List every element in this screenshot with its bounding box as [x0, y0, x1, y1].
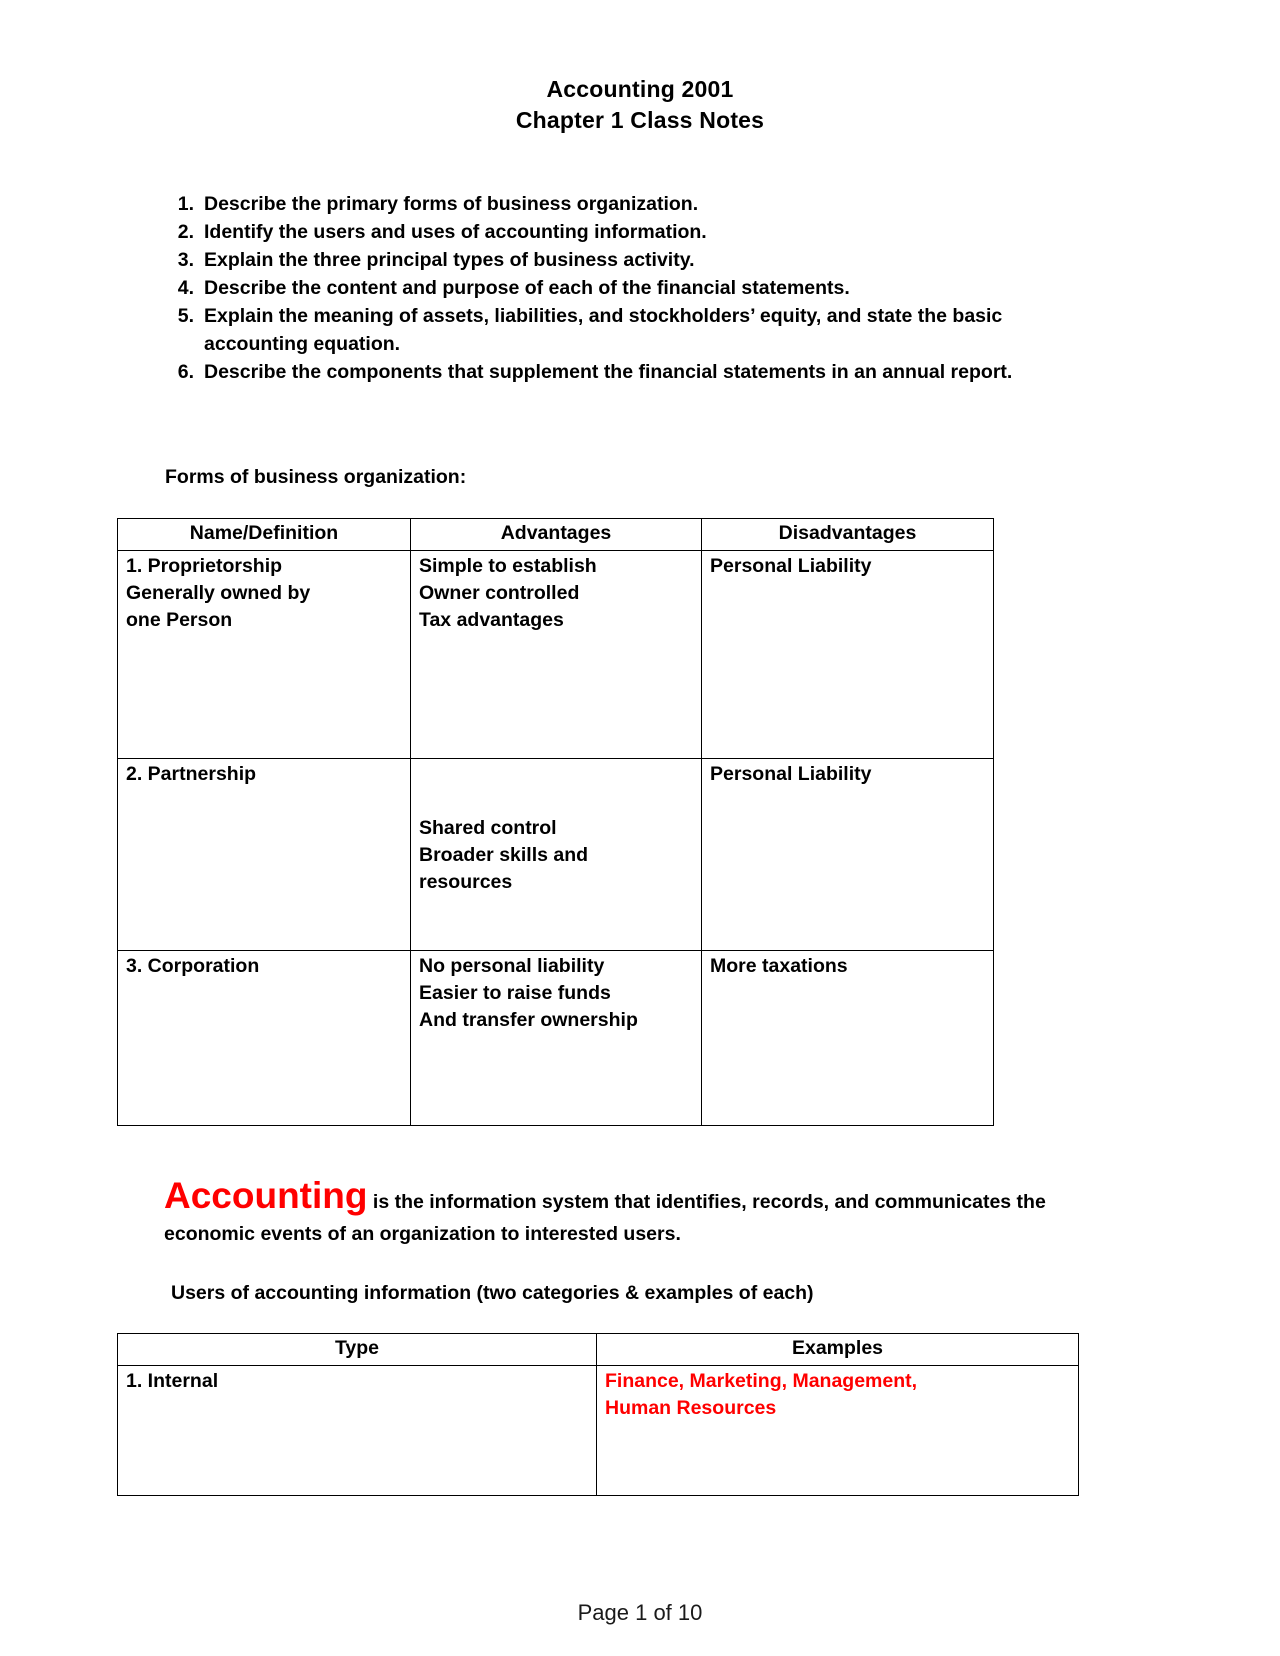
objective-text: Describe the content and purpose of each of the financial statements. [204, 277, 850, 299]
learning-objectives-list [164, 190, 1074, 386]
cell-name-definition [118, 551, 411, 759]
page-title [0, 0, 1280, 136]
objective-text: Explain the three principal types of business activity. [204, 249, 695, 271]
cell-line: Personal Liability [710, 763, 872, 785]
objective-item [164, 302, 1074, 358]
column-header-advantages: Advantages [411, 519, 702, 551]
objective-number: 3. [177, 249, 194, 271]
table-row [118, 759, 994, 951]
accounting-definition-body: is the information system that identifies, records, and communicates the economic events of an organization to interested users. [164, 1190, 1046, 1245]
objective-item [164, 274, 1074, 302]
objective-number: 2. [177, 221, 194, 243]
cell-advantages [411, 551, 702, 759]
cell-line: No personal liability [419, 955, 605, 977]
column-header-disadvantages: Disadvantages [702, 519, 994, 551]
table-header-row [118, 519, 994, 551]
objective-item [164, 218, 1074, 246]
table-header-row [118, 1334, 1079, 1366]
cell-line: Simple to establish [419, 555, 597, 577]
cell-line: 2. Partnership [126, 763, 257, 785]
cell-line: Finance, Marketing, Management, [605, 1370, 918, 1392]
cell-line: Personal Liability [710, 555, 872, 577]
cell-name-definition [118, 759, 411, 951]
users-of-accounting-label: Users of accounting information (two categories & examples of each) [171, 1282, 814, 1304]
objective-number: 4. [177, 277, 194, 299]
cell-line: And transfer ownership [419, 1009, 638, 1031]
cell-type: 1. Internal [118, 1366, 597, 1496]
cell-advantages [411, 951, 702, 1126]
cell-line: Owner controlled [419, 582, 580, 604]
cell-line: Shared control [419, 817, 557, 839]
cell-name-definition [118, 951, 411, 1126]
cell-line: Tax advantages [419, 609, 564, 631]
cell-line: Generally owned by [126, 582, 311, 604]
users-of-accounting-table [117, 1333, 1079, 1496]
table-row [118, 1366, 1079, 1496]
table-row [118, 551, 994, 759]
column-header-examples: Examples [597, 1334, 1079, 1366]
objective-number: 5. [177, 305, 194, 327]
column-header-type: Type [118, 1334, 597, 1366]
objective-text: Identify the users and uses of accounting information. [204, 221, 707, 243]
title-line-chapter: Chapter 1 Class Notes [515, 107, 765, 133]
cell-line: 1. Proprietorship [126, 555, 283, 577]
objective-item [164, 190, 1074, 218]
accounting-term: Accounting [164, 1174, 368, 1216]
page-footer: Page 1 of 10 [577, 1600, 703, 1625]
cell-line: 3. Corporation [126, 955, 260, 977]
objective-number: 1. [177, 193, 194, 215]
objective-item [164, 246, 1074, 274]
forms-of-business-table [117, 518, 994, 1126]
cell-disadvantages [702, 551, 994, 759]
cell-disadvantages [702, 759, 994, 951]
objective-text: Explain the meaning of assets, liabilities, and stockholders’ equity, and state the basic accounting equation. [204, 305, 1003, 355]
cell-line: Easier to raise funds [419, 982, 611, 1004]
title-line-course: Accounting 2001 [546, 76, 734, 102]
table-row [118, 951, 994, 1126]
cell-line: resources [419, 871, 513, 893]
cell-line: one Person [126, 609, 233, 631]
cell-line: Human Resources [605, 1397, 777, 1419]
objective-text: Describe the components that supplement the financial statements in an annual report. [204, 361, 1013, 383]
cell-disadvantages [702, 951, 994, 1126]
accounting-definition-paragraph [164, 1174, 1064, 1250]
objective-text: Describe the primary forms of business organization. [204, 193, 699, 215]
forms-of-business-label: Forms of business organization: [165, 466, 467, 488]
cell-line: More taxations [710, 955, 848, 977]
cell-advantages [411, 759, 702, 951]
objective-item [164, 358, 1074, 386]
cell-examples [597, 1366, 1079, 1496]
column-header-name-definition: Name/Definition [118, 519, 411, 551]
objective-number: 6. [177, 361, 194, 383]
cell-line: Broader skills and [419, 844, 589, 866]
